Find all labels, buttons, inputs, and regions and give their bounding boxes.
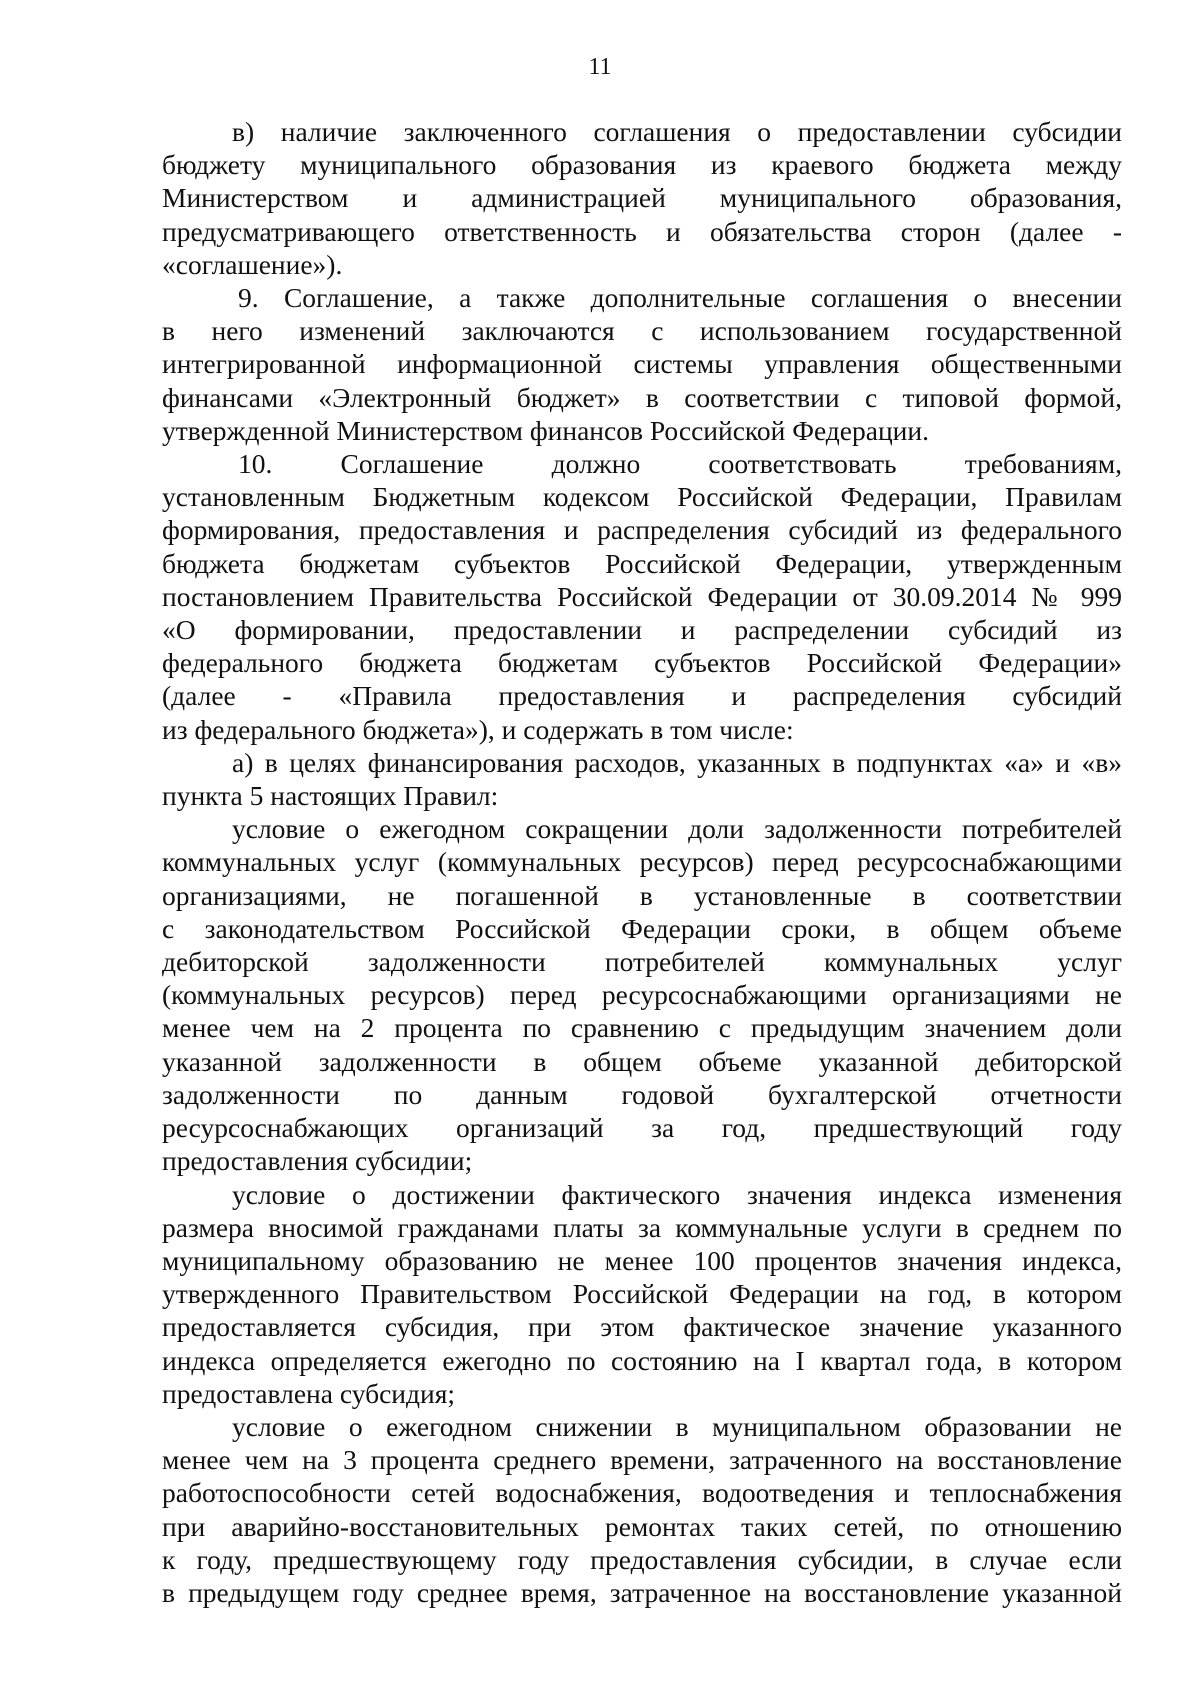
paragraph-item-a <box>162 746 1122 812</box>
text-line: предоставляется субсидия, при этом фактическое значение указанного <box>162 1311 1122 1343</box>
text-line: в предыдущем году среднее время, затраченное на восстановление указанной <box>162 1576 1122 1608</box>
text-line: финансами «Электронный бюджет» в соответствии с типовой формой, <box>162 381 1122 413</box>
text-line: Министерством и администрацией муниципального образования, <box>162 182 1122 214</box>
text-line: интегрированной информационной системы управления общественными <box>162 348 1122 380</box>
text-line: дебиторской задолженности потребителей коммунальных услуг <box>162 946 1122 978</box>
text-line: к году, предшествующему году предоставления субсидии, в случае если <box>162 1543 1122 1575</box>
paragraph-item-v <box>162 115 1122 281</box>
text-line: а) в целях финансирования расходов, указанных в подпунктах «а» и «в» <box>232 746 1122 778</box>
text-line: условие о ежегодном снижении в муниципальном образовании не <box>232 1410 1122 1442</box>
text-line: в) наличие заключенного соглашения о предоставлении субсидии <box>232 116 1122 147</box>
text-line: (коммунальных ресурсов) перед ресурсоснабжающими организациями не <box>162 979 1122 1011</box>
text-line: бюджета бюджетам субъектов Российской Федерации, утвержденным <box>162 547 1122 579</box>
text-line: задолженности по данным годовой бухгалтерской отчетности <box>162 1078 1122 1110</box>
text-line: в него изменений заключаются с использованием государственной <box>162 315 1122 347</box>
text-line: условие о достижении фактического значения индекса изменения <box>232 1178 1122 1210</box>
document-body <box>162 115 1122 1609</box>
text-line: (далее - «Правила предоставления и распределения субсидий <box>162 680 1122 712</box>
text-line: бюджету муниципального образования из краевого бюджета между <box>162 149 1122 181</box>
text-line: коммунальных услуг (коммунальных ресурсов) перед ресурсоснабжающими <box>162 846 1122 878</box>
text-line: формирования, предоставления и распределения субсидий из федерального <box>162 514 1122 546</box>
text-line: утвержденного Правительством Российской Федерации на год, в котором <box>162 1278 1122 1310</box>
text-line: пункта 5 настоящих Правил: <box>162 780 499 812</box>
text-line: ресурсоснабжающих организаций за год, предшествующий году <box>162 1112 1122 1144</box>
text-line: менее чем на 3 процента среднего времени, затраченного на восстановление <box>162 1444 1122 1476</box>
paragraph-condition-debt <box>162 812 1122 1177</box>
text-line: 9. Соглашение, а также дополнительные соглашения о внесении <box>238 282 1122 314</box>
text-line: при аварийно-восстановительных ремонтах таких сетей, по отношению <box>162 1510 1122 1542</box>
text-line: муниципальному образованию не менее 100 процентов значения индекса, <box>162 1244 1122 1276</box>
text-line: указанной задолженности в общем объеме указанной дебиторской <box>162 1045 1122 1077</box>
paragraph-point-9 <box>162 281 1122 447</box>
paragraph-condition-recovery-time <box>162 1410 1122 1609</box>
paragraph-point-10 <box>162 447 1122 746</box>
text-line: предоставления субсидии; <box>162 1145 473 1177</box>
text-line: установленным Бюджетным кодексом Российской Федерации, Правилам <box>162 481 1122 513</box>
text-line: размера вносимой гражданами платы за коммунальные услуги в среднем по <box>162 1211 1122 1243</box>
text-line: с законодательством Российской Федерации сроки, в общем объеме <box>162 912 1122 944</box>
text-line: «О формировании, предоставлении и распределении субсидий из <box>162 614 1122 646</box>
paragraph-condition-index <box>162 1178 1122 1410</box>
text-line: «соглашение»). <box>162 248 343 280</box>
text-line: индекса определяется ежегодно по состоянию на I квартал года, в котором <box>162 1344 1122 1376</box>
text-line: работоспособности сетей водоснабжения, водоотведения и теплоснабжения <box>162 1477 1122 1509</box>
text-line: из федерального бюджета»), и содержать в том числе: <box>162 713 794 745</box>
page-number: 11 <box>588 54 612 80</box>
text-line: условие о ежегодном сокращении доли задолженности потребителей <box>232 813 1122 845</box>
text-line: менее чем на 2 процента по сравнению с предыдущим значением доли <box>162 1012 1122 1044</box>
text-line: предусматривающего ответственность и обязательства сторон (далее - <box>162 215 1122 247</box>
text-line: постановлением Правительства Российской Федерации от 30.09.2014 № 999 <box>162 580 1122 612</box>
text-line: организациями, не погашенной в установленные в соответствии <box>162 879 1122 911</box>
text-line: федерального бюджета бюджетам субъектов Российской Федерации» <box>162 647 1122 679</box>
text-line: утвержденной Министерством финансов Российской Федерации. <box>162 414 929 446</box>
text-line: предоставлена субсидия; <box>162 1377 455 1409</box>
text-line: 10. Соглашение должно соответствовать требованиям, <box>238 448 1122 480</box>
